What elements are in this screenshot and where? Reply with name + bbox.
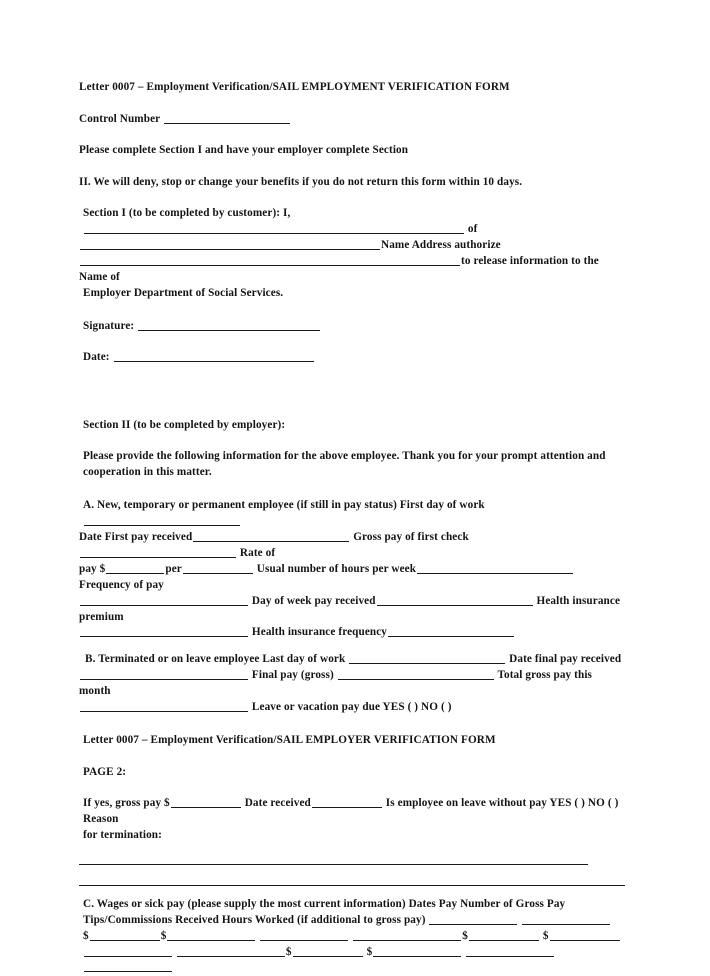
spacer bbox=[79, 189, 625, 206]
spacer bbox=[79, 481, 625, 498]
final-pay-gross-label: Final pay (gross) bbox=[251, 669, 334, 682]
spacer bbox=[79, 641, 625, 652]
release-label: to release information to the Name of bbox=[79, 254, 599, 283]
final-pay-gross-field[interactable] bbox=[338, 670, 494, 680]
document-body bbox=[79, 80, 625, 976]
dollar-sign-3: $ bbox=[462, 929, 468, 942]
item-a-row-2 bbox=[79, 530, 625, 562]
item-b-lead-label: B. Terminated or on leave employee Last day of work bbox=[85, 653, 346, 666]
gross-pay-field-2[interactable] bbox=[84, 946, 172, 956]
tips-field-1[interactable] bbox=[167, 930, 255, 940]
dollar-sign-1: $ bbox=[83, 929, 89, 942]
dates-pay-field[interactable] bbox=[429, 915, 517, 925]
section-c-amount-row-2 bbox=[79, 945, 625, 976]
spacer bbox=[79, 432, 625, 449]
pay-dollar-label: pay $ bbox=[79, 562, 106, 575]
per-label: per bbox=[165, 562, 182, 575]
health-insurance-premium-label: Health insurance premium bbox=[79, 594, 621, 623]
customer-name-field[interactable] bbox=[84, 224, 464, 234]
section-one-of-label: of bbox=[467, 223, 478, 236]
date-received-label: Date received bbox=[244, 797, 311, 810]
section-two-intro-line-2: cooperation in this matter. bbox=[83, 466, 212, 479]
section-one-heading-row bbox=[79, 206, 625, 238]
customer-address-field[interactable] bbox=[80, 240, 380, 250]
frequency-of-pay-label: Frequency of pay bbox=[79, 578, 164, 591]
section-c-lead-line-1: C. Wages or sick pay (please supply the most current information) Dates Pay Number of Gross Pay bbox=[83, 897, 566, 910]
additional-field-2[interactable] bbox=[84, 962, 172, 972]
leave-or-vacation-label: Leave or vacation pay due YES ( ) NO ( ) bbox=[251, 701, 452, 714]
signature-field[interactable] bbox=[138, 321, 320, 331]
item-a-lead-row bbox=[79, 498, 625, 530]
on-leave-without-pay-label: Is employee on leave without pay YES ( ) NO ( ) Reason bbox=[83, 797, 619, 825]
name-address-label: Name Address authorize bbox=[381, 239, 501, 252]
control-number-field[interactable] bbox=[164, 113, 290, 123]
dollar-sign-2: $ bbox=[160, 929, 167, 942]
dollar-sign-6: $ bbox=[366, 945, 373, 958]
date-received-field[interactable] bbox=[312, 798, 382, 808]
item-a-row-4 bbox=[79, 594, 625, 626]
spacer bbox=[79, 886, 625, 897]
page-two-row-1 bbox=[79, 796, 625, 828]
page-two-label: PAGE 2: bbox=[83, 765, 127, 778]
date-label: Date: bbox=[83, 351, 110, 364]
total-gross-month-field[interactable] bbox=[80, 702, 248, 712]
item-b-row-3 bbox=[79, 700, 625, 716]
date-final-pay-label: Date final pay received bbox=[509, 653, 622, 666]
date-row bbox=[79, 350, 625, 365]
date-first-pay-field[interactable] bbox=[193, 532, 349, 542]
if-yes-gross-pay-field[interactable] bbox=[171, 798, 241, 808]
item-b-row-2 bbox=[79, 668, 625, 700]
date-field[interactable] bbox=[114, 352, 314, 362]
total-gross-month-label: Total gross pay this month bbox=[79, 669, 593, 698]
pay-number-field[interactable] bbox=[522, 915, 610, 925]
item-b-lead-row bbox=[79, 652, 625, 668]
item-a-row-5 bbox=[79, 625, 625, 641]
last-day-of-work-field[interactable] bbox=[349, 654, 505, 664]
control-number-label: Control Number bbox=[79, 112, 161, 125]
signature-label: Signature: bbox=[83, 319, 135, 332]
spacer bbox=[79, 95, 625, 112]
item-a-row-3 bbox=[79, 562, 625, 594]
for-termination-label: for termination: bbox=[83, 828, 162, 841]
additional-field-1[interactable] bbox=[550, 930, 620, 940]
spacer bbox=[79, 748, 625, 765]
date-first-pay-label: Date First pay received bbox=[79, 531, 193, 543]
control-number-row bbox=[79, 112, 625, 127]
section-one-heading: Section I (to be completed by customer): I, bbox=[83, 207, 291, 220]
day-of-week-pay-label: Day of week pay received bbox=[251, 594, 376, 607]
spacer bbox=[79, 365, 625, 418]
rate-of-pay-amount-field[interactable] bbox=[106, 564, 164, 574]
section-c-amount-row-1 bbox=[79, 929, 625, 945]
hours-worked-field-1[interactable] bbox=[469, 930, 539, 940]
usual-hours-label: Usual number of hours per week bbox=[256, 562, 417, 575]
document-title: Letter 0007 – Employment Verification/SAIL EMPLOYMENT VERIFICATION FORM bbox=[79, 81, 510, 93]
spacer bbox=[79, 126, 625, 143]
section-c-lead-line-2 bbox=[79, 913, 625, 929]
commissions-field-1[interactable] bbox=[260, 930, 348, 940]
frequency-of-pay-field[interactable] bbox=[80, 595, 248, 605]
rate-of-label: Rate of bbox=[239, 546, 276, 559]
dollar-sign-5: $ bbox=[285, 945, 292, 958]
release-row bbox=[79, 254, 625, 286]
gross-pay-first-check-label: Gross pay of first check bbox=[353, 531, 469, 543]
instruction-line-2: II. We will deny, stop or change your benefits if you do not return this form within 10 days. bbox=[79, 175, 523, 188]
health-insurance-premium-field[interactable] bbox=[80, 627, 248, 637]
gross-pay-first-check-field[interactable] bbox=[80, 548, 236, 558]
spacer bbox=[79, 779, 625, 796]
item-a-lead-label: A. New, temporary or permanent employee (if still in pay status) First day of work bbox=[83, 499, 485, 512]
spacer bbox=[79, 333, 625, 350]
spacer bbox=[79, 158, 625, 175]
section-two-intro-line-1: Please provide the following information for the above employee. Thank you for your prompt attention and bbox=[83, 450, 606, 463]
hours-worked-field-2[interactable] bbox=[466, 946, 554, 956]
employer-name-field[interactable] bbox=[80, 256, 460, 266]
tips-field-2[interactable] bbox=[177, 946, 285, 956]
per-unit-field[interactable] bbox=[183, 564, 253, 574]
commissions-field-2[interactable] bbox=[293, 946, 363, 956]
usual-hours-field[interactable] bbox=[417, 564, 573, 574]
if-yes-gross-pay-label: If yes, gross pay $ bbox=[83, 797, 170, 810]
spacer bbox=[79, 865, 625, 876]
day-of-week-pay-field[interactable] bbox=[377, 595, 533, 605]
health-insurance-frequency-field[interactable] bbox=[388, 627, 514, 637]
section-c-lead-label-2: Tips/Commissions Received Hours Worked (if additional to gross pay) bbox=[83, 913, 426, 926]
received-field-1[interactable] bbox=[353, 930, 461, 940]
first-day-of-work-field[interactable] bbox=[84, 516, 240, 526]
spacer bbox=[79, 844, 625, 855]
received-field-2[interactable] bbox=[373, 946, 461, 956]
spacer bbox=[79, 716, 625, 733]
date-final-pay-field[interactable] bbox=[80, 670, 248, 680]
health-insurance-frequency-label: Health insurance frequency bbox=[251, 626, 388, 639]
name-address-row bbox=[79, 238, 625, 254]
section-two-heading: Section II (to be completed by employer): bbox=[83, 418, 286, 431]
page-two-title: Letter 0007 – Employment Verification/SAIL EMPLOYER VERIFICATION FORM bbox=[83, 733, 496, 746]
dollar-sign-4: $ bbox=[542, 929, 549, 942]
employer-dept-label: Employer Department of Social Services. bbox=[83, 286, 284, 299]
instruction-line-1: Please complete Section I and have your employer complete Section bbox=[79, 144, 409, 157]
signature-row bbox=[79, 319, 625, 334]
gross-pay-field-1[interactable] bbox=[90, 930, 160, 940]
spacer bbox=[79, 302, 625, 319]
